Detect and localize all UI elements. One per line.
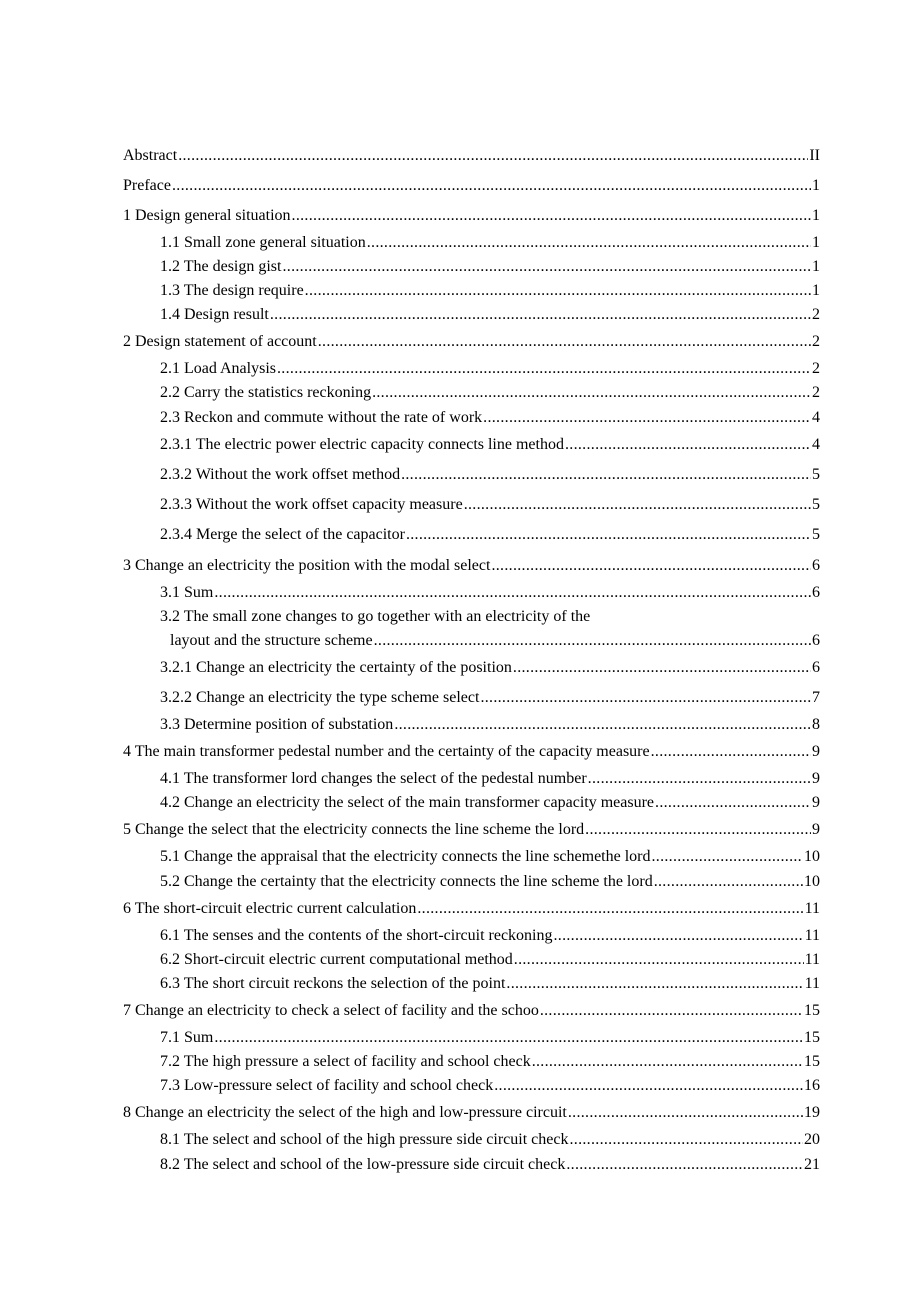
toc-entry-title: 8 Change an electricity the select of the high and low-pressure circuit bbox=[123, 1104, 567, 1121]
toc-entry[interactable] bbox=[123, 556, 820, 576]
toc-page-number: 11 bbox=[804, 900, 820, 917]
toc-entry-title: 1.2 The design gist bbox=[160, 258, 282, 275]
toc-entry[interactable] bbox=[123, 206, 820, 226]
toc-dot-leader bbox=[318, 332, 811, 352]
toc-entry[interactable] bbox=[123, 1001, 820, 1021]
toc-entry[interactable] bbox=[160, 658, 820, 678]
toc-entry[interactable] bbox=[160, 872, 820, 892]
toc-entry[interactable] bbox=[160, 495, 820, 515]
toc-page-number: 6 bbox=[812, 659, 820, 676]
toc-entry-title: 5 Change the select that the electricity connects the line scheme the lord bbox=[123, 821, 585, 838]
toc-page-number: 6 bbox=[812, 557, 820, 574]
toc-entry-title: 6.1 The senses and the contents of the short-circuit reckoning bbox=[160, 927, 553, 944]
toc-dot-leader bbox=[172, 176, 811, 196]
toc-dot-leader bbox=[374, 631, 811, 651]
toc-entry[interactable] bbox=[160, 465, 820, 485]
toc-entry-title: 1.4 Design result bbox=[160, 306, 269, 323]
toc-dot-leader bbox=[277, 359, 811, 379]
toc-page-number: 11 bbox=[804, 927, 820, 944]
toc-entry-title: 8.1 The select and school of the high pressure side circuit check bbox=[160, 1131, 569, 1148]
toc-page-number: 6 bbox=[812, 584, 820, 601]
toc-entry[interactable] bbox=[160, 359, 820, 379]
toc-entry[interactable] bbox=[123, 820, 820, 840]
toc-entry-title: 3.3 Determine position of substation bbox=[160, 716, 394, 733]
toc-page-number: 9 bbox=[812, 770, 820, 787]
toc-page-number: 11 bbox=[804, 951, 820, 968]
toc-page-number: 21 bbox=[804, 1156, 820, 1173]
toc-entry-title: 7 Change an electricity to check a select of facility and the schoo bbox=[123, 1002, 539, 1019]
toc-entry[interactable] bbox=[160, 383, 820, 403]
toc-dot-leader bbox=[305, 281, 811, 301]
toc-entry[interactable] bbox=[160, 715, 820, 735]
toc-dot-leader bbox=[417, 899, 803, 919]
toc-dot-leader bbox=[367, 233, 811, 253]
toc-dot-leader bbox=[282, 257, 811, 277]
toc-dot-leader bbox=[491, 556, 811, 576]
toc-page-number: 5 bbox=[812, 466, 820, 483]
toc-dot-leader bbox=[394, 715, 811, 735]
toc-entry-title: 6.2 Short-circuit electric current computational method bbox=[160, 951, 513, 968]
toc-entry[interactable] bbox=[160, 793, 820, 813]
toc-entry-title: 7.2 The high pressure a select of facility and school check bbox=[160, 1053, 531, 1070]
toc-dot-leader bbox=[406, 525, 811, 545]
toc-entry-title: 2.3.4 Merge the select of the capacitor bbox=[160, 526, 405, 543]
toc-dot-leader bbox=[483, 408, 811, 428]
toc-entry-title: 4.1 The transformer lord changes the select of the pedestal number bbox=[160, 770, 587, 787]
toc-entry[interactable] bbox=[160, 583, 820, 603]
toc-entry[interactable] bbox=[123, 176, 820, 196]
toc-entry-title: 5.1 Change the appraisal that the electricity connects the line schemethe lord bbox=[160, 848, 651, 865]
toc-page-number: 9 bbox=[812, 821, 820, 838]
toc-entry-title: 2.3.2 Without the work offset method bbox=[160, 466, 401, 483]
toc-entry-title: 4 The main transformer pedestal number and the certainty of the capacity measure bbox=[123, 743, 650, 760]
toc-entry-title: 2.3.3 Without the work offset capacity measure bbox=[160, 496, 463, 513]
toc-page-number: 5 bbox=[812, 526, 820, 543]
toc-entry-title: 1 Design general situation bbox=[123, 207, 291, 224]
toc-page-number: 6 bbox=[812, 632, 820, 649]
toc-dot-leader bbox=[514, 950, 804, 970]
toc-dot-leader bbox=[568, 1103, 803, 1123]
toc-page-number: 8 bbox=[812, 716, 820, 733]
toc-entry[interactable] bbox=[160, 281, 820, 301]
toc-dot-leader bbox=[214, 583, 811, 603]
toc-entry-title: 6.3 The short circuit reckons the selection of the point bbox=[160, 975, 506, 992]
toc-page-number: 2 bbox=[812, 306, 820, 323]
toc-entry-title: 5.2 Change the certainty that the electricity connects the line scheme the lord bbox=[160, 873, 653, 890]
toc-entry-title: 7.3 Low-pressure select of facility and school check bbox=[160, 1077, 494, 1094]
toc-entry-title: 1.1 Small zone general situation bbox=[160, 234, 366, 251]
toc-page-number: 4 bbox=[812, 436, 820, 453]
toc-entry[interactable] bbox=[160, 408, 820, 428]
toc-entry[interactable] bbox=[160, 950, 820, 970]
toc-dot-leader bbox=[654, 872, 803, 892]
toc-page-number: 15 bbox=[804, 1002, 820, 1019]
toc-dot-leader bbox=[565, 435, 811, 455]
toc-page-number: 7 bbox=[812, 689, 820, 706]
toc-dot-leader bbox=[292, 206, 811, 226]
toc-entry-title: 2 Design statement of account bbox=[123, 333, 317, 350]
toc-dot-leader bbox=[494, 1076, 803, 1096]
toc-page-number: 2 bbox=[812, 360, 820, 377]
toc-entry-title: 1.3 The design require bbox=[160, 282, 304, 299]
toc-entry-title: Abstract bbox=[123, 147, 178, 164]
toc-entry[interactable] bbox=[160, 688, 820, 708]
toc-dot-leader bbox=[464, 495, 811, 515]
toc-entry-title: 6 The short-circuit electric current calculation bbox=[123, 900, 417, 917]
toc-entry-title: layout and the structure scheme bbox=[170, 632, 373, 649]
toc-dot-leader bbox=[214, 1028, 803, 1048]
toc-page-number: II bbox=[809, 147, 820, 164]
toc-entry[interactable] bbox=[160, 974, 820, 994]
toc-entry[interactable] bbox=[160, 257, 820, 277]
toc-dot-leader bbox=[588, 769, 811, 789]
toc-dot-leader bbox=[513, 658, 811, 678]
toc-entry-title-line1: 3.2 The small zone changes to go together with an electricity of the bbox=[160, 608, 591, 625]
toc-dot-leader bbox=[178, 146, 808, 166]
toc-dot-leader bbox=[585, 820, 811, 840]
toc-dot-leader bbox=[480, 688, 811, 708]
toc-page-number: 1 bbox=[812, 207, 820, 224]
toc-page-number: 16 bbox=[804, 1077, 820, 1094]
toc-entry[interactable] bbox=[123, 146, 820, 166]
toc-entry[interactable] bbox=[160, 926, 820, 946]
toc-dot-leader bbox=[569, 1130, 803, 1150]
toc-page-number: 9 bbox=[812, 794, 820, 811]
toc-entry-title: 3.2.2 Change an electricity the type scheme select bbox=[160, 689, 480, 706]
toc-page-number: 5 bbox=[812, 496, 820, 513]
toc-page-number: 1 bbox=[812, 177, 820, 194]
toc-entry[interactable] bbox=[160, 1076, 820, 1096]
toc-entry-title: 2.3 Reckon and commute without the rate of work bbox=[160, 409, 483, 426]
toc-page-number: 19 bbox=[804, 1104, 820, 1121]
toc-dot-leader bbox=[651, 742, 811, 762]
toc-entry[interactable] bbox=[160, 1052, 820, 1072]
toc-dot-leader bbox=[540, 1001, 803, 1021]
toc-entry-title: 3.1 Sum bbox=[160, 584, 214, 601]
toc-page-number: 15 bbox=[804, 1053, 820, 1070]
toc-entry-title: 4.2 Change an electricity the select of the main transformer capacity measure bbox=[160, 794, 655, 811]
toc-page-number: 1 bbox=[812, 282, 820, 299]
toc-page-number: 15 bbox=[804, 1029, 820, 1046]
toc-entry-title: 7.1 Sum bbox=[160, 1029, 214, 1046]
toc-page-number: 1 bbox=[812, 234, 820, 251]
toc-dot-leader bbox=[553, 926, 803, 946]
toc-dot-leader bbox=[270, 305, 811, 325]
toc-dot-leader bbox=[651, 847, 803, 867]
toc-entry[interactable] bbox=[160, 305, 820, 325]
toc-entry[interactable] bbox=[160, 1155, 820, 1175]
toc-entry-title: Preface bbox=[123, 177, 171, 194]
toc-entry[interactable] bbox=[123, 899, 820, 919]
toc-entry-title: 2.1 Load Analysis bbox=[160, 360, 276, 377]
toc-page-number: 10 bbox=[804, 848, 820, 865]
toc-entry-title: 3 Change an electricity the position with the modal select bbox=[123, 557, 491, 574]
toc-entry[interactable] bbox=[123, 742, 820, 762]
toc-entry[interactable] bbox=[123, 332, 820, 352]
toc-entry[interactable] bbox=[160, 233, 820, 253]
toc-page-number: 20 bbox=[804, 1131, 820, 1148]
toc-entry[interactable] bbox=[160, 435, 820, 455]
toc-page-number: 2 bbox=[812, 333, 820, 350]
toc-entry-title: 2.3.1 The electric power electric capacity connects line method bbox=[160, 436, 564, 453]
toc-entry[interactable] bbox=[160, 847, 820, 867]
toc-entry[interactable] bbox=[170, 631, 820, 651]
toc-entry[interactable] bbox=[123, 1103, 820, 1123]
toc-page-number: 11 bbox=[804, 975, 820, 992]
toc-page-number: 9 bbox=[812, 743, 820, 760]
toc-entry[interactable] bbox=[160, 525, 820, 545]
toc-dot-leader bbox=[372, 383, 811, 403]
toc-dot-leader bbox=[566, 1155, 803, 1175]
toc-entry-title: 2.2 Carry the statistics reckoning bbox=[160, 384, 372, 401]
toc-page-number: 1 bbox=[812, 258, 820, 275]
toc-entry[interactable] bbox=[160, 769, 820, 789]
toc-dot-leader bbox=[506, 974, 803, 994]
toc-page-number: 10 bbox=[804, 873, 820, 890]
toc-entry[interactable] bbox=[160, 1130, 820, 1150]
toc-page-number: 4 bbox=[812, 409, 820, 426]
toc-dot-leader bbox=[401, 465, 811, 485]
toc-page-number: 2 bbox=[812, 384, 820, 401]
toc-entry[interactable] bbox=[160, 1028, 820, 1048]
toc-entry-title: 8.2 The select and school of the low-pressure side circuit check bbox=[160, 1156, 566, 1173]
toc-dot-leader bbox=[532, 1052, 803, 1072]
toc-entry-title: 3.2.1 Change an electricity the certainty of the position bbox=[160, 659, 512, 676]
toc-dot-leader bbox=[655, 793, 811, 813]
